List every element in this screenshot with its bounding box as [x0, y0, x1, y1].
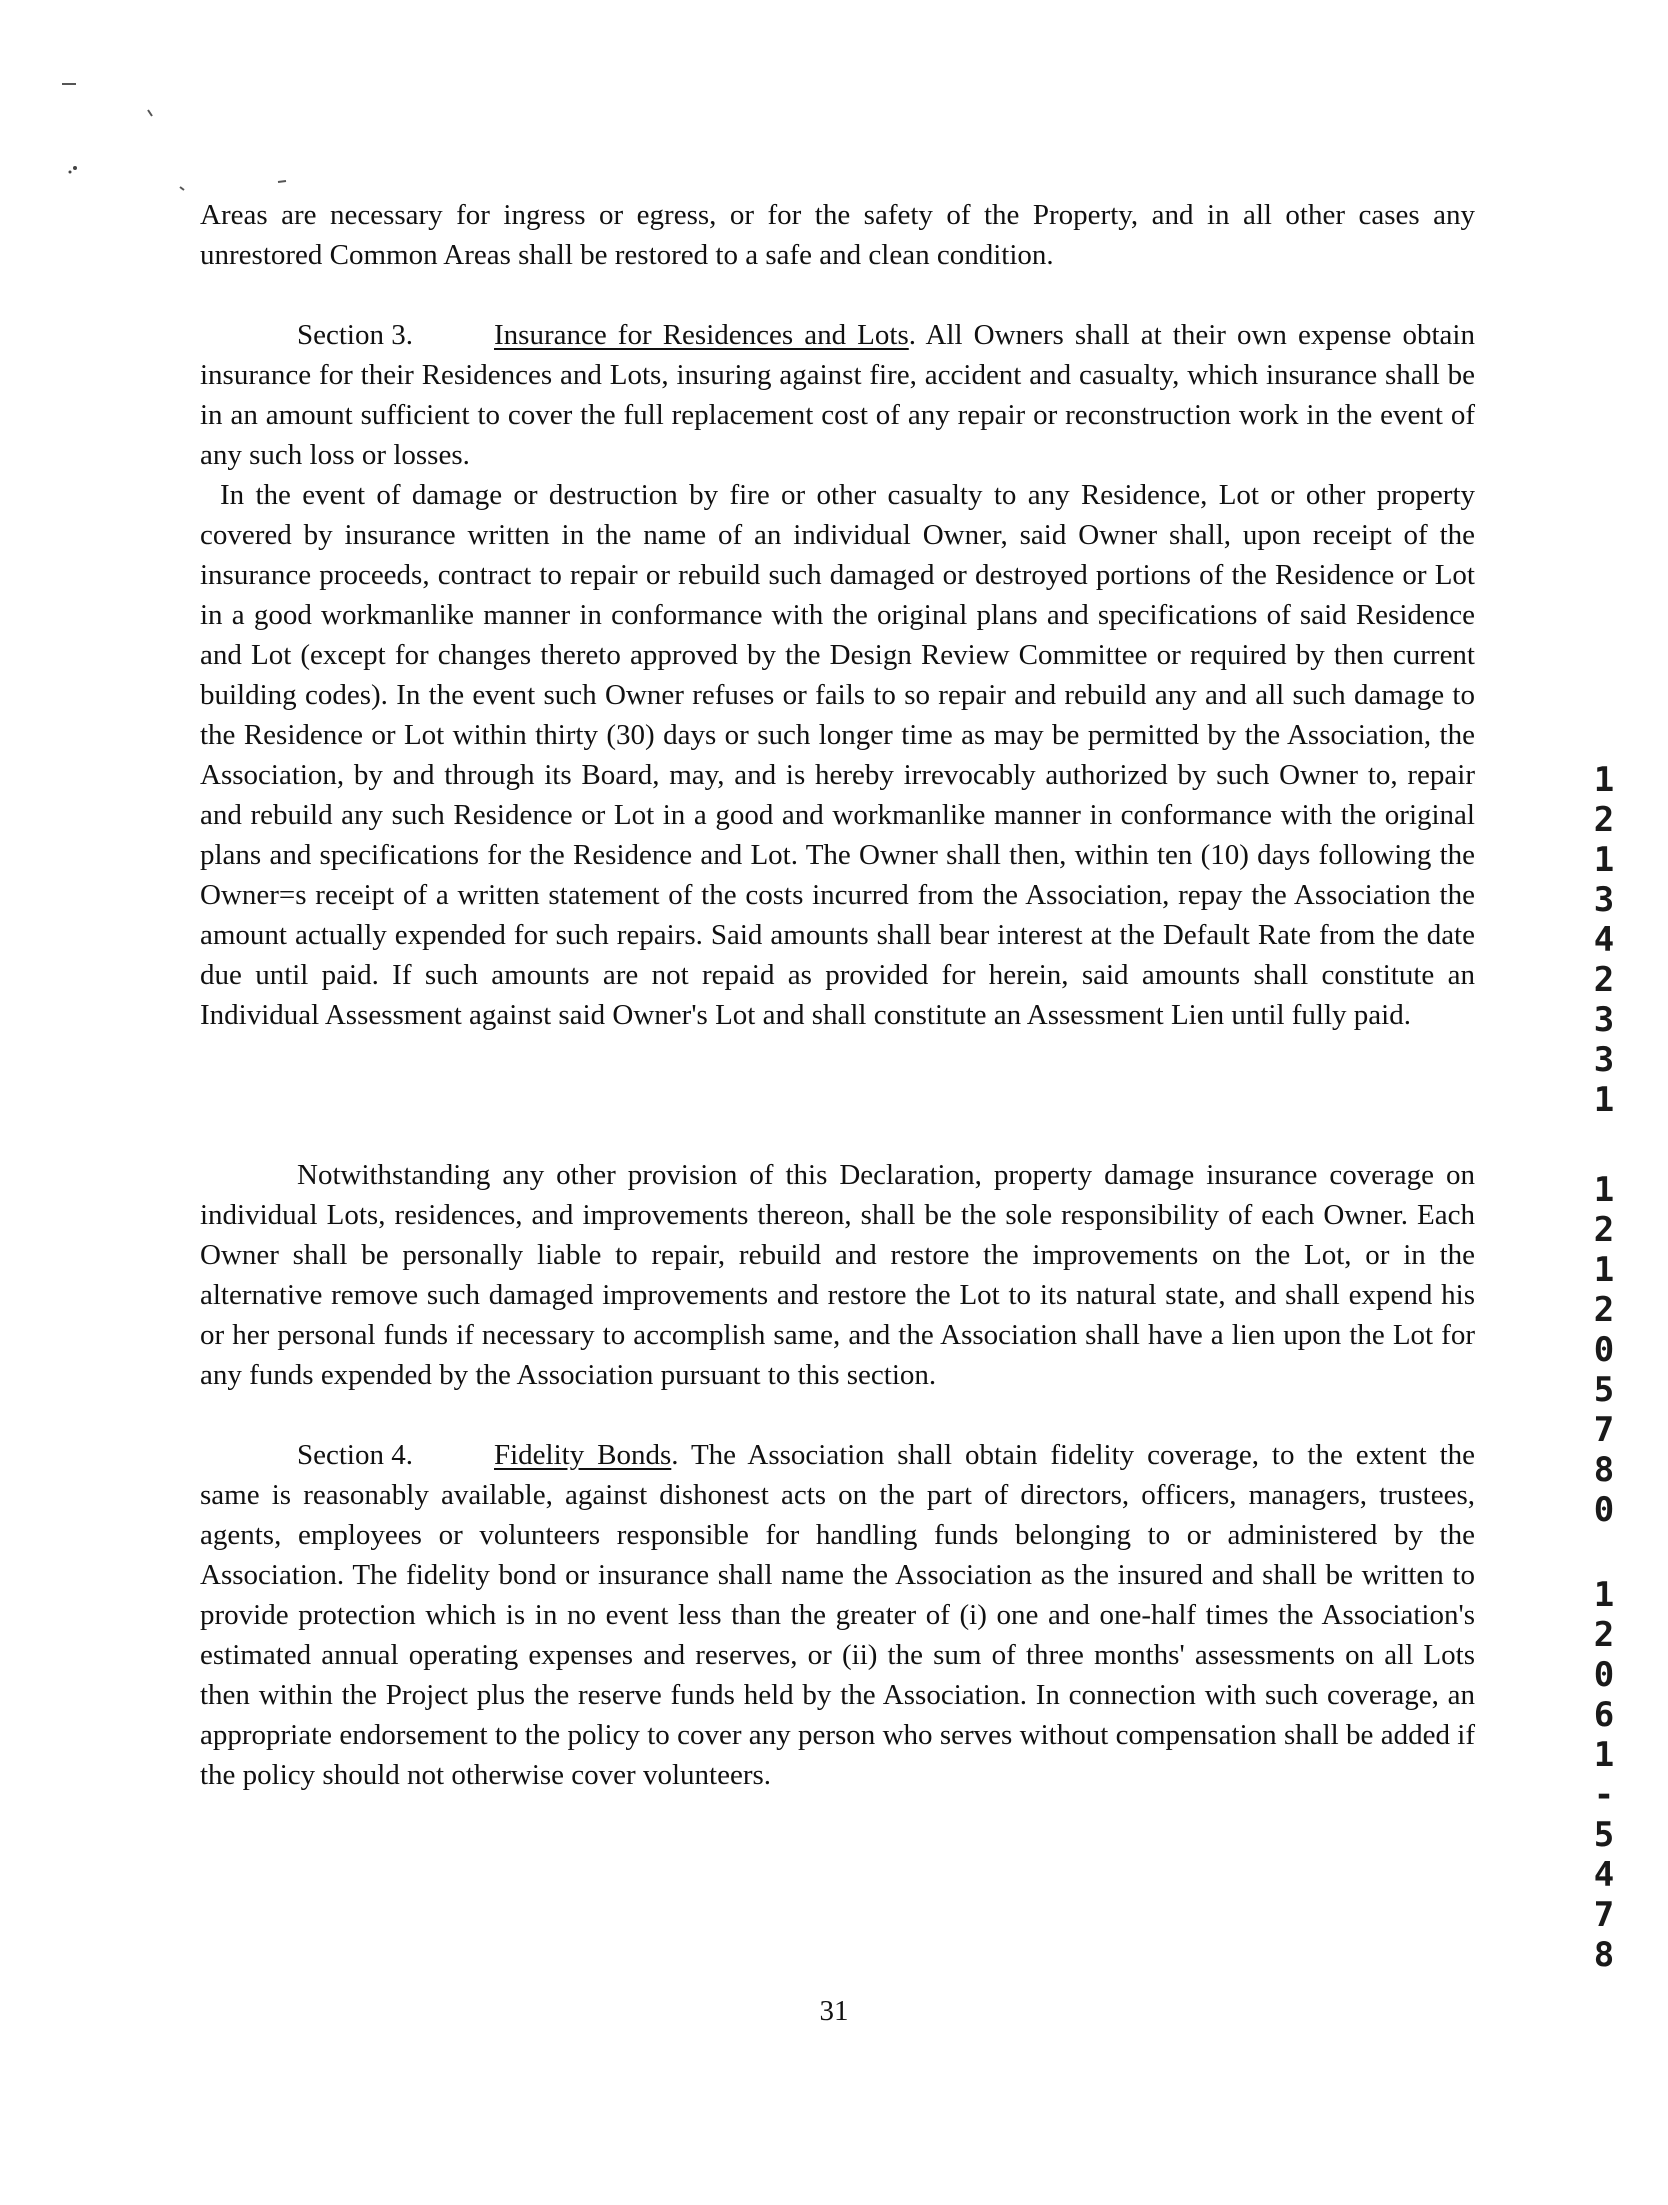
- paragraph-text: Areas are necessary for ingress or egress, or for the safety of the Property, and in all other cases any unrestored Common Areas shall be restored to a safe and clean condition.: [200, 199, 1475, 271]
- scan-specks: [0, 0, 300, 200]
- stamp-digit: 1: [1593, 1735, 1615, 1775]
- speck-5: [180, 187, 184, 190]
- stamp-digit: 7: [1593, 1410, 1615, 1450]
- stamp-digit: 4: [1593, 920, 1615, 960]
- stamp-digit: 3: [1593, 1040, 1615, 1080]
- section-3-text: . All Owners shall at their own expense obtain insurance for their Residences and Lots, insuring against fire, accident and casualty, which insurance shall be in an amount sufficient to cover the full replacement cost of any repair or reconstruction work in the event of any such loss or losses.: [200, 319, 1475, 471]
- stamp-digit: 2: [1593, 800, 1615, 840]
- section-4-text: . The Association shall obtain fidelity coverage, to the extent the same is reasonably available, against dishonest acts on the part of directors, officers, managers, trustees, agents, employees or volunteers responsible for handling funds belonging to or administered by the Association. The fidelity bond or insurance shall name the Association as the insured and shall be written to provide protection which is in no event less than the greater of (i) one and one-half times the Association's estimated annual operating expenses and reserves, or (ii) the sum of three months' assessments on all Lots then within the Project plus the reserve funds held by the Association. In connection with such coverage, an appropriate endorsement to the policy to cover any person who serves without compensation shall be added if the policy should not otherwise cover volunteers.: [200, 1439, 1475, 1791]
- section-3-damage-paragraph: In the event of damage or destruction by fire or other casualty to any Residence, Lot or other property covered by insurance written in the name of an individual Owner, said Owner shall, upon receipt of the insurance proceeds, contract to repair or rebuild such damaged or destroyed portions of the Residence or Lot in a good workmanlike manner in conformance with the original plans and specifications of said Residence and Lot (except for changes thereto approved by the Design Review Committee or required by then current building codes). In the event such Owner refuses or fails to so repair and rebuild any and all such damage to the Residence or Lot within thirty (30) days or such longer time as may be permitted by the Association, the Association, by and through its Board, may, and is hereby irrevocably authorized by such Owner to, repair and rebuild any such Residence or Lot in a good and workmanlike manner in conformance with the original plans and specifications for the Residence and Lot. The Owner shall then, within ten (10) days following the Owner=s receipt of a written statement of the costs incurred from the Association, repay the Association the amount actually expended for such repairs. Said amounts shall bear interest at the Default Rate from the date due until paid. If such amounts are not repaid as provided for herein, said amounts shall constitute an Individual Assessment against said Owner's Lot and shall constitute an Assessment Lien until fully paid.: [200, 479, 1475, 1031]
- stamp-digit: 8: [1593, 1935, 1615, 1975]
- stamp-digit: 4: [1593, 1855, 1615, 1895]
- recording-stamp-4: [1588, 1615, 1620, 1975]
- section-4-intro: [200, 1435, 1475, 1795]
- section-3-intro: [200, 315, 1475, 475]
- stamp-digit: 0: [1593, 1655, 1615, 1695]
- stamp-digit: 1: [1593, 1170, 1615, 1210]
- speck-3: [73, 166, 77, 170]
- stamp-digit: 0: [1593, 1330, 1615, 1370]
- stamp-digit: 5: [1593, 1370, 1615, 1410]
- stamp-digit: 3: [1593, 880, 1615, 920]
- stamp-digit: 5: [1593, 1815, 1615, 1855]
- recording-stamp-2: [1588, 1170, 1620, 1530]
- paragraph-notwithstanding: [200, 1155, 1475, 1395]
- speck-6: [278, 181, 286, 182]
- section-4-label: Section 4.: [297, 1439, 413, 1471]
- paragraph-text: Notwithstanding any other provision of this Declaration, property damage insurance coverage on individual Lots, residences, and improvements thereon, shall be the sole responsibility of each Owner. Each Owner shall be personally liable to repair, rebuild and restore the improvements on the Lot, or in the alternative remove such damaged improvements and restore the Lot to its natural state, and shall expend his or her personal funds if necessary to accomplish same, and the Association shall have a lien upon the Lot for any funds expended by the Association pursuant to this section.: [200, 1159, 1475, 1391]
- stamp-digit: 2: [1593, 1615, 1615, 1655]
- stamp-digit: 6: [1593, 1695, 1615, 1735]
- stamp-digit: 1: [1593, 840, 1615, 880]
- stamp-digit: 2: [1593, 1210, 1615, 1250]
- stamp-digit: 0: [1593, 1490, 1615, 1530]
- section-4-fidelity-bonds: [200, 1435, 1475, 1795]
- recording-stamp-1: [1588, 760, 1620, 1120]
- section-4-heading: Fidelity Bonds: [494, 1439, 672, 1471]
- speck-2: [148, 110, 152, 116]
- stamp-digit: -: [1593, 1775, 1615, 1815]
- speck-4: [69, 171, 72, 174]
- recording-stamp-3: [1588, 1575, 1620, 1615]
- stamp-digit: 1: [1593, 1250, 1615, 1290]
- stamp-digit: 2: [1593, 1290, 1615, 1330]
- section-3-heading: Insurance for Residences and Lots: [494, 319, 909, 351]
- stamp-digit: 7: [1593, 1895, 1615, 1935]
- section-3-insurance: [200, 315, 1475, 1035]
- paragraph-common-areas: [200, 195, 1475, 275]
- stamp-digit: 2: [1593, 960, 1615, 1000]
- stamp-digit: 1: [1593, 1080, 1615, 1120]
- stamp-digit: 1: [1593, 1575, 1615, 1615]
- stamp-digit: 1: [1593, 760, 1615, 800]
- stamp-digit: 8: [1593, 1450, 1615, 1490]
- page-number: 31: [819, 1995, 849, 2027]
- section-3-label: Section 3.: [297, 319, 413, 351]
- stamp-digit: 3: [1593, 1000, 1615, 1040]
